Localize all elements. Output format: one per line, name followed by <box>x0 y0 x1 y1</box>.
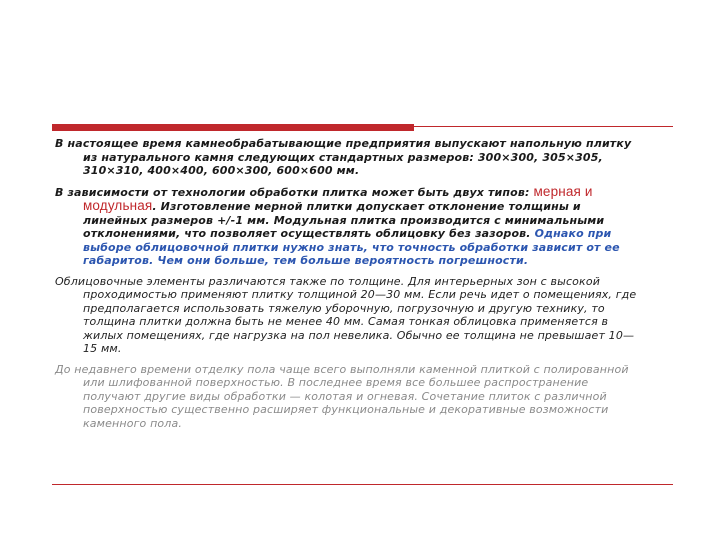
top-divider <box>52 126 673 127</box>
term-conjunction: и <box>580 183 593 199</box>
term-measured: мерная <box>533 183 581 199</box>
paragraph-thickness: Облицовочные элементы различаются также по толщине. Для интерьерных зон с высокой проходимостью применяют плитку толщиной 20—30 мм. Если речь идет о помещениях, где предполагается использовать тяжелую уборочную, погрузочную и другую технику, то толщина плитки должна быть не менее 40 мм. Самая тонкая облицовка применяется в жилых помещениях, где нагрузка на пол невелика. Обычно ее толщина не превышает 10—15 мм. <box>55 274 637 355</box>
tile-types-highlight: Однако при выборе облицовочной плитки нужно знать, что точность обработки зависит от ее габаритов. Чем они больше, тем больше вероятность погрешности. <box>83 227 620 267</box>
paragraph-standard-sizes: В настоящее время камнеобрабатывающие предприятия выпускают напольную плитку из натурального камня следующих стандартных размеров: 300×300, 305×305, 310×310, 400×400, 600×300, 600×600 мм. <box>55 137 632 177</box>
paragraph-tile-types <box>55 185 647 268</box>
term-modular: модульная <box>83 198 153 213</box>
tile-types-body: . Изготовление мерной плитки допускает отклонение толщины и линейных размеров +/-1 мм. Модульная плитка производится с минимальными отклонениями, что позволяет осуществлять облицовку без зазоров. <box>83 200 605 240</box>
tile-types-intro: В зависимости от технологии обработки плитка может быть двух типов: <box>55 185 534 199</box>
paragraph-surface-finish: До недавнего времени отделку пола чаще всего выполняли каменной плиткой с полированной или шлифованной поверхностью. В последнее время все большее распространение получают другие виды обработки — колотая и огневая. Сочетание плиток с различной поверхностью существенно расширяет функциональные и декоративные возможности каменного пола. <box>55 362 629 430</box>
bottom-divider <box>52 484 673 485</box>
slide-body <box>55 137 647 437</box>
